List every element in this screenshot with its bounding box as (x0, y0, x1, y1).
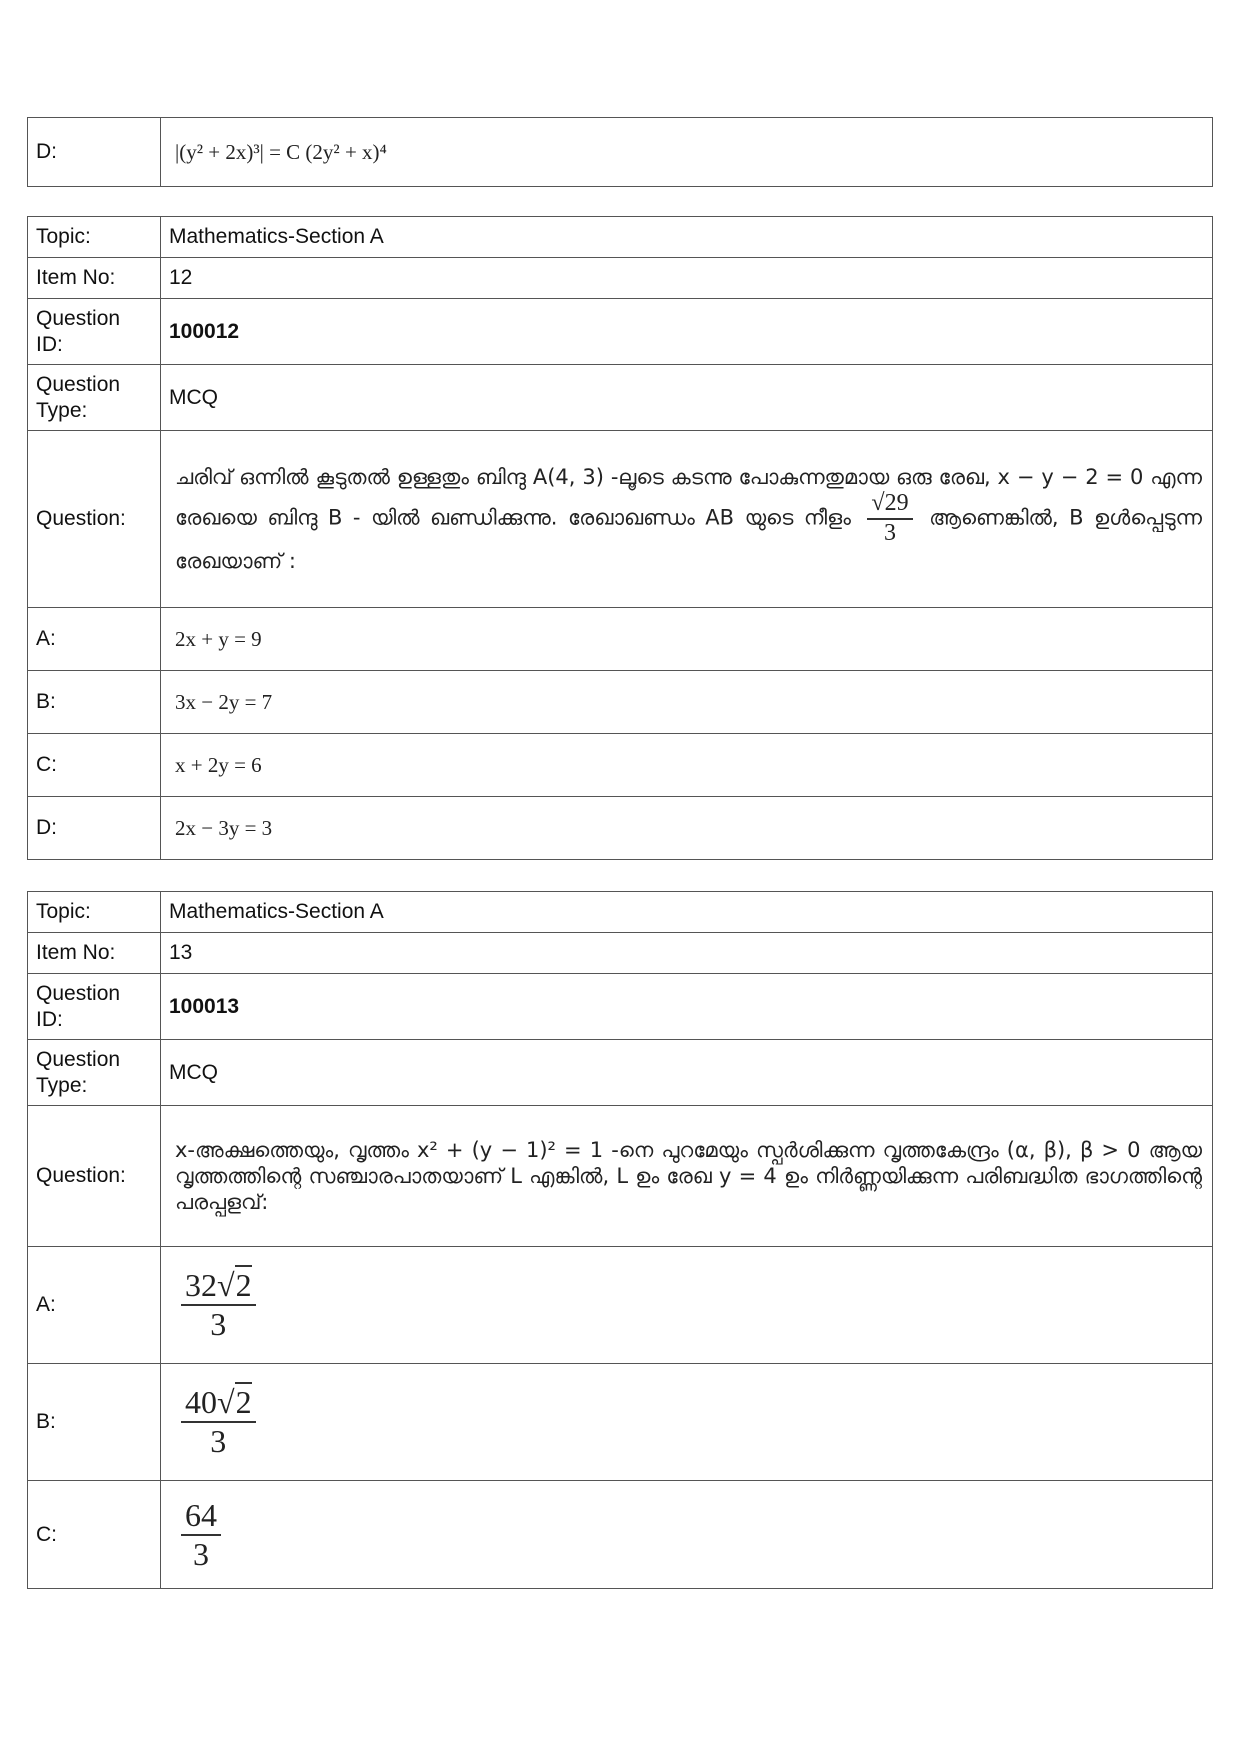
numerator-radicand: 2 (235, 1384, 252, 1421)
topic-value: Mathematics-Section A (161, 217, 1213, 258)
option-value: |(y² + 2x)³| = C (2y² + x)⁴ (161, 118, 1213, 187)
question-text-part2: ആണെങ്കിൽ, B ഉൾപ്പെടുന്ന രേഖയാണ് : (175, 506, 1202, 573)
prev-item-fragment-table (27, 117, 1213, 187)
fraction-denominator: 3 (883, 520, 896, 546)
numerator-coefficient: 40 (185, 1384, 217, 1421)
option-c-label: C: (28, 1481, 161, 1589)
question-type-label: Question Type: (28, 365, 161, 431)
option-c-label: C: (28, 734, 161, 797)
question-text (161, 431, 1213, 608)
topic-value: Mathematics-Section A (161, 892, 1213, 933)
option-a-label: A: (28, 1247, 161, 1364)
item-no-label: Item No: (28, 933, 161, 974)
option-a-label: A: (28, 608, 161, 671)
fraction-denominator: 3 (210, 1306, 227, 1342)
option-b-fraction (181, 1384, 256, 1460)
question-id-label: Question ID: (28, 974, 161, 1040)
item-no-value: 13 (161, 933, 1213, 974)
option-c-fraction (181, 1497, 221, 1573)
option-b-label: B: (28, 671, 161, 734)
option-b-value (161, 1364, 1213, 1481)
question-id-value: 100012 (161, 299, 1213, 365)
option-c-value: x + 2y = 6 (161, 734, 1213, 797)
option-d-label: D: (28, 797, 161, 860)
question-type-value: MCQ (161, 365, 1213, 431)
question-table-item-13 (27, 891, 1213, 1589)
length-fraction (867, 490, 912, 547)
question-table-item-12 (27, 216, 1213, 860)
option-a-fraction (181, 1267, 256, 1343)
fraction-denominator: 3 (210, 1423, 227, 1459)
option-b-label: B: (28, 1364, 161, 1481)
fraction-numerator: 32√2 (181, 1267, 256, 1306)
fraction-numerator: 40√2 (181, 1384, 256, 1423)
option-c-value (161, 1481, 1213, 1589)
option-b-value: 3x − 2y = 7 (161, 671, 1213, 734)
fraction-numerator: √29 (867, 490, 912, 520)
item-no-value: 12 (161, 258, 1213, 299)
option-a-value: 2x + y = 9 (161, 608, 1213, 671)
fraction-denominator: 3 (193, 1535, 209, 1572)
item-no-label: Item No: (28, 258, 161, 299)
question-text-part1: ചരിവ് ഒന്നിൽ കൂടുതൽ ഉള്ളതും ബിന്ദു A(4, 3) -ലൂടെ കടന്നു പോകുന്നതുമായ ഒരു രേഖ, x − y − 2 = 0 എന്ന രേഖയെ ബിന്ദു B - യിൽ ഖണ്ഡിക്കുന്നു. രേഖാഖണ്ഡം AB യുടെ നീളം (175, 465, 1202, 530)
option-d-value: 2x − 3y = 3 (161, 797, 1213, 860)
question-id-value: 100013 (161, 974, 1213, 1040)
option-a-value (161, 1247, 1213, 1364)
question-id-label: Question ID: (28, 299, 161, 365)
question-text: x-അക്ഷത്തെയും, വൃത്തം x² + (y − 1)² = 1 -നെ പുറമേയും സ്പർശിക്കുന്ന വൃത്തകേന്ദ്രം (α, β), β > 0 ആയ വൃത്തത്തിന്റെ സഞ്ചാരപാതയാണ് L എങ്കിൽ, L ഉം രേഖ y = 4 ഉം നിർണ്ണയിക്കുന്ന പരിബദ്ധിത ഭാഗത്തിന്റെ പരപ്പളവ്: (161, 1106, 1213, 1247)
option-label: D: (28, 118, 161, 187)
question-type-label: Question Type: (28, 1040, 161, 1106)
topic-label: Topic: (28, 892, 161, 933)
fraction-numerator: 64 (181, 1497, 221, 1536)
topic-label: Topic: (28, 217, 161, 258)
question-type-value: MCQ (161, 1040, 1213, 1106)
question-label: Question: (28, 1106, 161, 1247)
numerator-radicand: 2 (235, 1267, 252, 1304)
numerator-coefficient: 32 (185, 1267, 217, 1304)
question-label: Question: (28, 431, 161, 608)
